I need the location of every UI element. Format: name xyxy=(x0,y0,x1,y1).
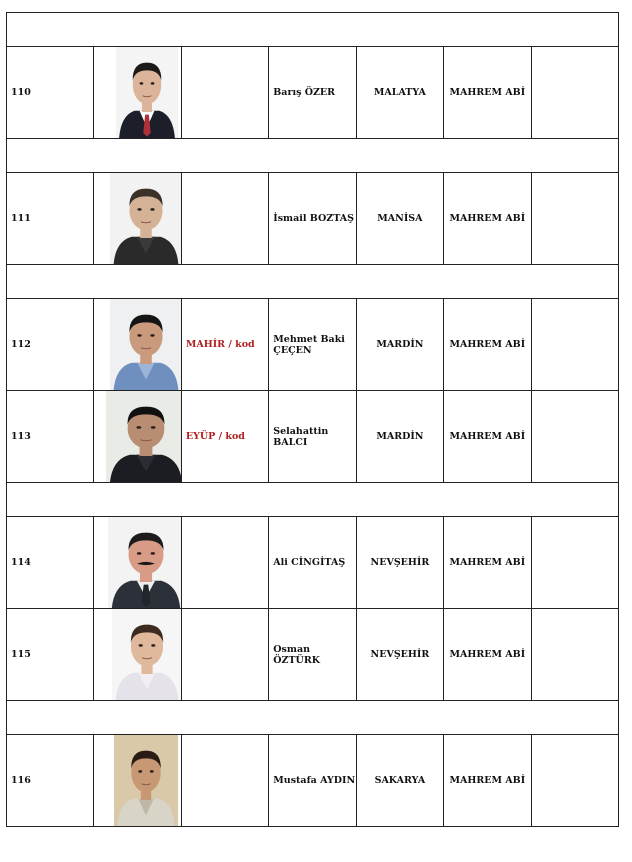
relation-cell: MAHREM ABİ xyxy=(444,299,531,391)
portrait-photo xyxy=(110,299,181,390)
table-row xyxy=(7,173,619,265)
relation-cell: MAHREM ABİ xyxy=(444,609,531,701)
row-number: 112 xyxy=(7,299,94,391)
relation-cell: MAHREM ABİ xyxy=(444,735,531,827)
code-name-cell xyxy=(181,609,268,701)
empty-cell xyxy=(531,299,618,391)
portrait-image xyxy=(110,173,181,264)
portrait-photo xyxy=(108,517,181,608)
photo-cell xyxy=(94,609,181,701)
city-cell: NEVŞEHİR xyxy=(356,517,443,609)
portrait-image xyxy=(116,47,178,138)
photo-cell xyxy=(94,47,181,139)
person-name-cell: İsmail BOZTAŞ xyxy=(269,173,356,265)
code-name-cell: MAHİR / kod xyxy=(181,299,268,391)
table-row xyxy=(7,609,619,701)
code-name-cell xyxy=(181,517,268,609)
portrait-photo xyxy=(110,173,181,264)
city-cell: MARDİN xyxy=(356,299,443,391)
separator-row xyxy=(7,265,619,299)
city-cell: MARDİN xyxy=(356,391,443,483)
row-number: 111 xyxy=(7,173,94,265)
city-cell: MANİSA xyxy=(356,173,443,265)
portrait-photo xyxy=(112,609,181,700)
separator-row xyxy=(7,13,619,47)
table-row xyxy=(7,299,619,391)
empty-cell xyxy=(531,735,618,827)
code-name-cell: EYÜP / kod xyxy=(181,391,268,483)
separator-cell xyxy=(7,265,619,299)
empty-cell xyxy=(531,47,618,139)
city-cell: NEVŞEHİR xyxy=(356,609,443,701)
separator-row xyxy=(7,701,619,735)
person-name-cell: Selahattin BALCI xyxy=(269,391,356,483)
code-name-cell xyxy=(181,173,268,265)
table-row xyxy=(7,517,619,609)
relation-cell: MAHREM ABİ xyxy=(444,47,531,139)
personnel-table xyxy=(6,12,619,827)
separator-cell xyxy=(7,139,619,173)
code-name-cell xyxy=(181,47,268,139)
portrait-image xyxy=(114,735,178,826)
city-cell: SAKARYA xyxy=(356,735,443,827)
separator-row xyxy=(7,139,619,173)
empty-cell xyxy=(531,173,618,265)
relation-cell: MAHREM ABİ xyxy=(444,173,531,265)
portrait-image xyxy=(112,609,181,700)
portrait-photo xyxy=(106,391,181,482)
table-body xyxy=(7,13,619,827)
portrait-photo xyxy=(116,47,178,138)
person-name-cell: Ali CİNGİTAŞ xyxy=(269,517,356,609)
empty-cell xyxy=(531,517,618,609)
separator-cell xyxy=(7,13,619,47)
portrait-image xyxy=(106,391,181,482)
table-row xyxy=(7,391,619,483)
separator-cell xyxy=(7,483,619,517)
row-number: 110 xyxy=(7,47,94,139)
relation-cell: MAHREM ABİ xyxy=(444,391,531,483)
city-cell: MALATYA xyxy=(356,47,443,139)
empty-cell xyxy=(531,609,618,701)
separator-cell xyxy=(7,701,619,735)
row-number: 115 xyxy=(7,609,94,701)
person-name-cell: Mehmet Baki ÇEÇEN xyxy=(269,299,356,391)
person-name-cell: Barış ÖZER xyxy=(269,47,356,139)
row-number: 114 xyxy=(7,517,94,609)
portrait-photo xyxy=(114,735,178,826)
portrait-image xyxy=(110,299,181,390)
photo-cell xyxy=(94,517,181,609)
empty-cell xyxy=(531,391,618,483)
portrait-image xyxy=(108,517,181,608)
photo-cell xyxy=(94,391,181,483)
row-number: 113 xyxy=(7,391,94,483)
person-name-cell: Mustafa AYDIN xyxy=(269,735,356,827)
table-row xyxy=(7,735,619,827)
row-number: 116 xyxy=(7,735,94,827)
photo-cell xyxy=(94,299,181,391)
relation-cell: MAHREM ABİ xyxy=(444,517,531,609)
photo-cell xyxy=(94,735,181,827)
person-name-cell: Osman ÖZTÜRK xyxy=(269,609,356,701)
table-row xyxy=(7,47,619,139)
separator-row xyxy=(7,483,619,517)
code-name-cell xyxy=(181,735,268,827)
photo-cell xyxy=(94,173,181,265)
